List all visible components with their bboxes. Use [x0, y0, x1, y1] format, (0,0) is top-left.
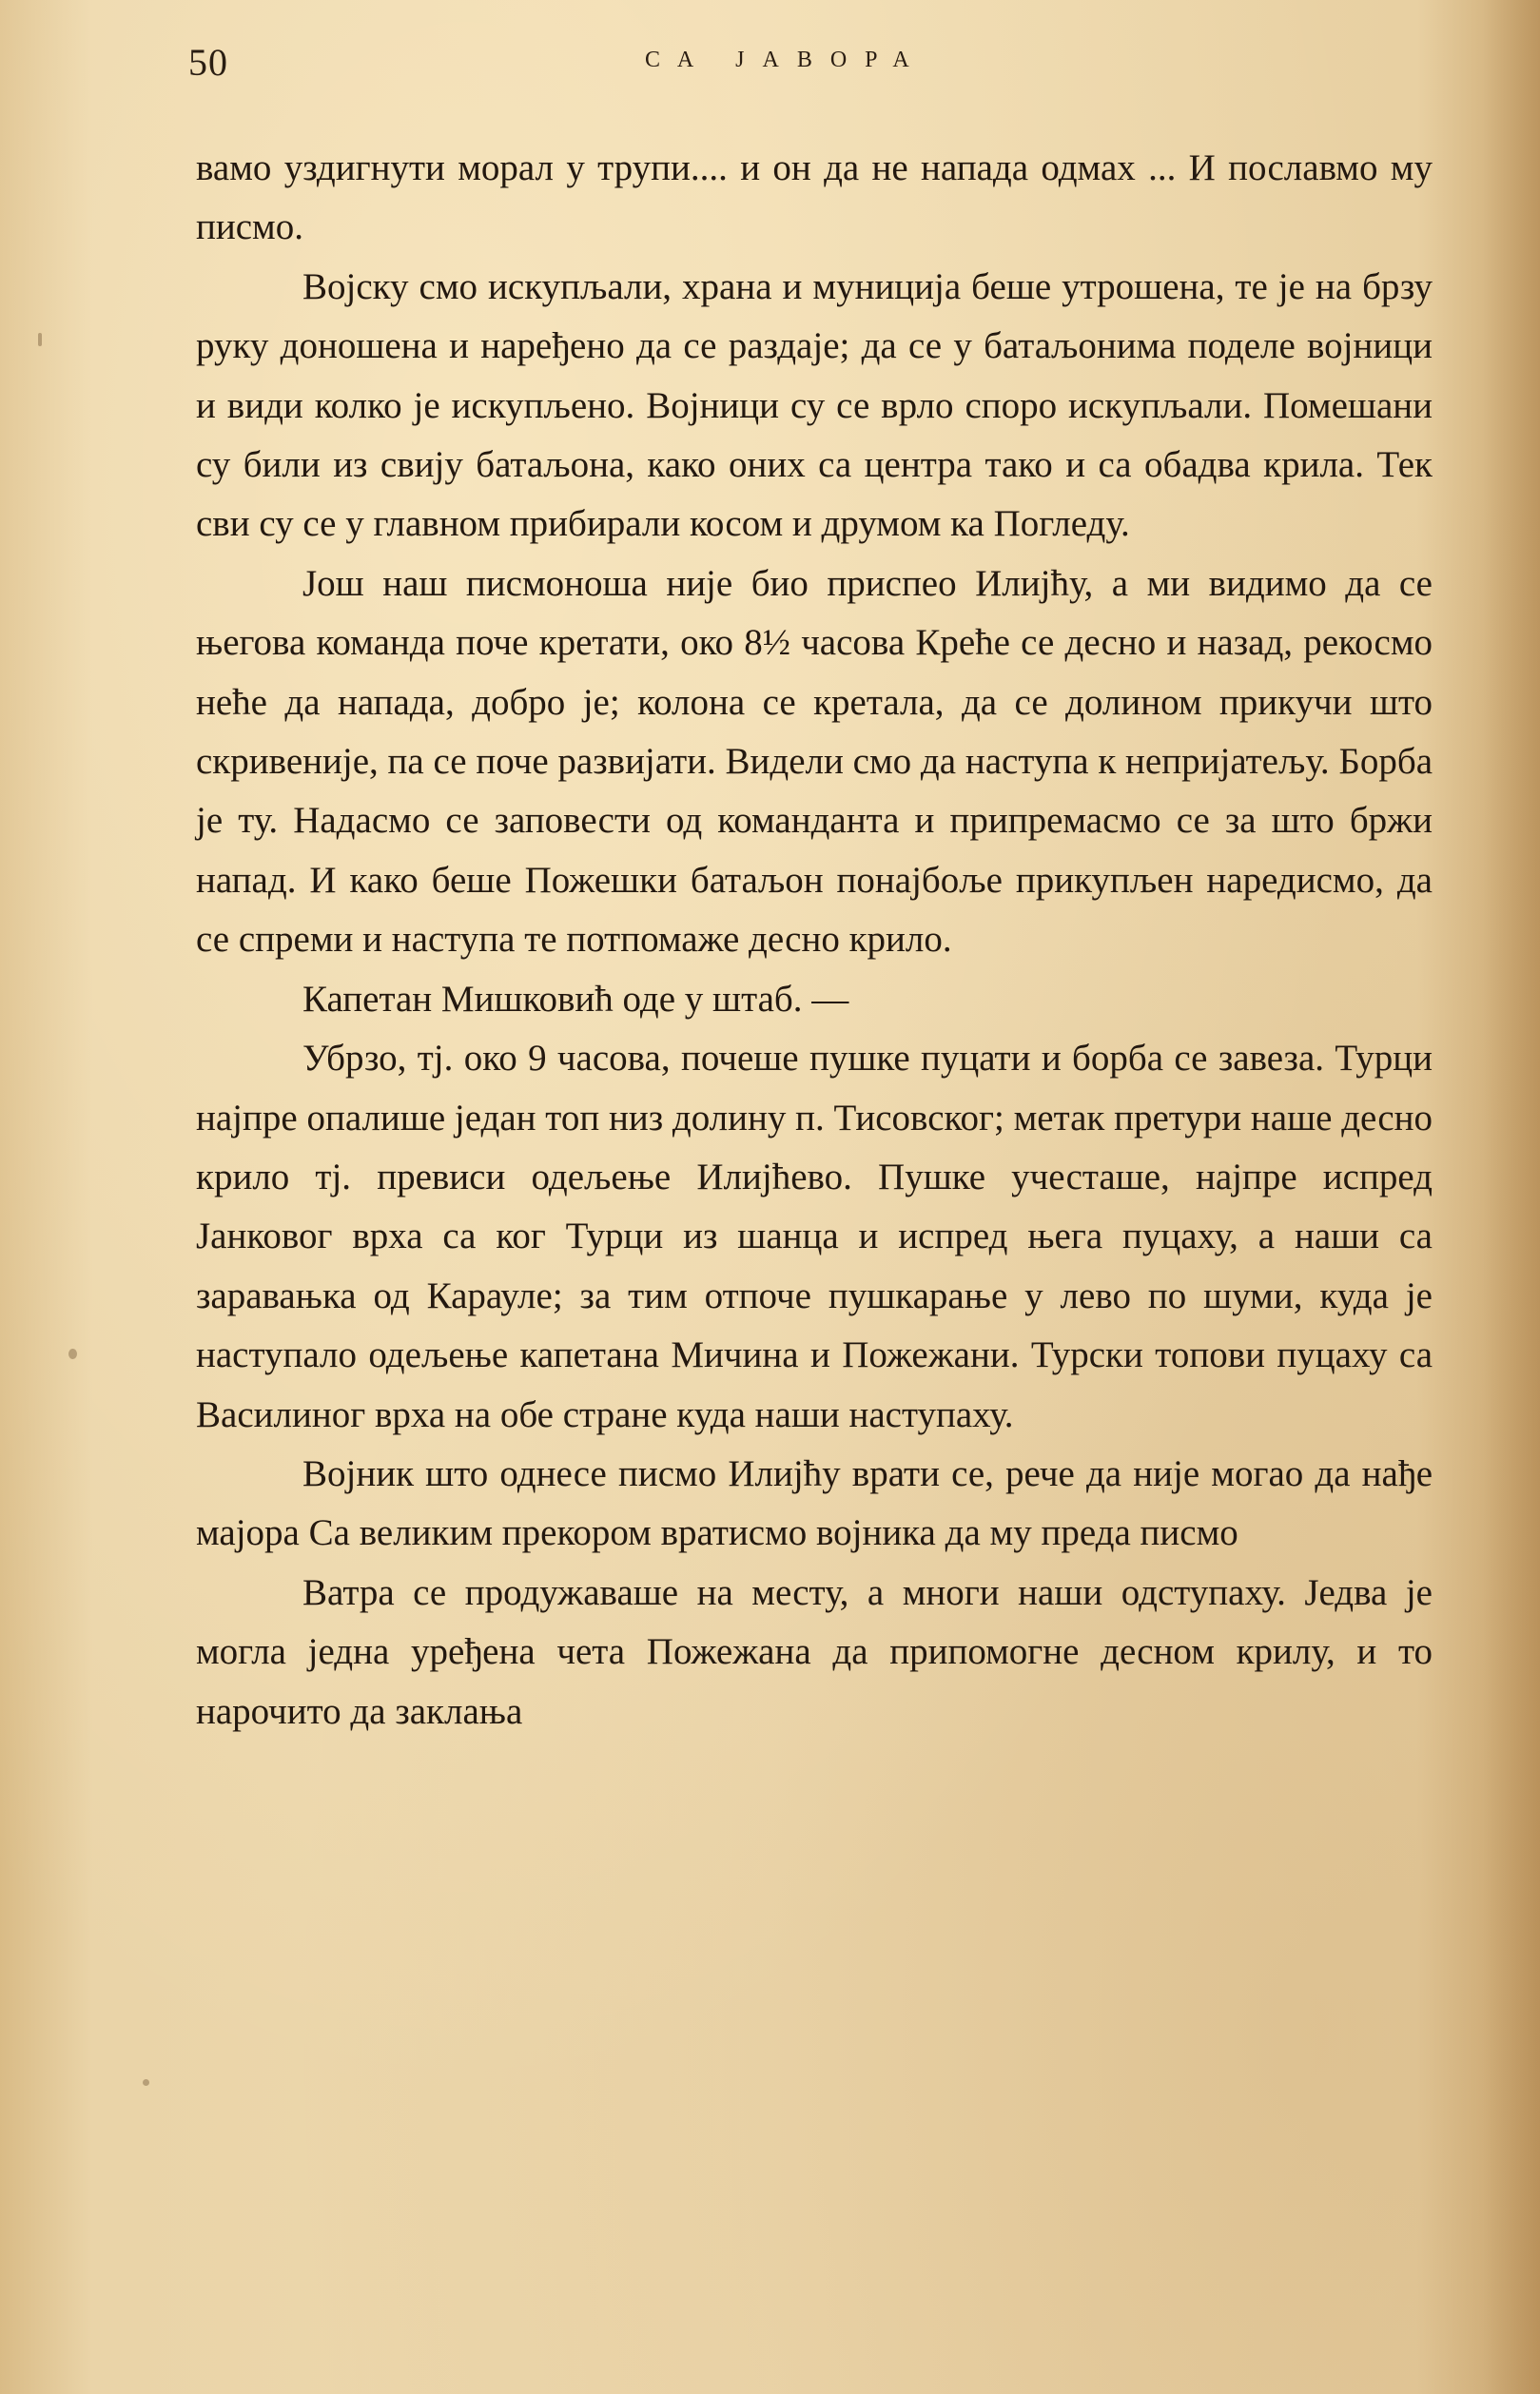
ink-blot — [68, 1349, 77, 1359]
paragraph: Убрзо, тј. око 9 часова, почеше пушке пуцати и борба се завеза. Турци најпре опалише један топ низ долину п. Тисовског; метак претури наше десно крило тј. превиси одељење Илијћево. Пушке учесташе, најпре испред Јанковог врха са ког Турци из шанца и испред њега пуцаху, а наши са заравањка од Карауле; за тим отпоче пушкарање у лево по шуми, куда је наступало одељење капетана Мичина и Пожежани. Турски топови пуцаху са Василиног врха на обе стране куда наши наступаху. — [196, 1038, 1433, 1435]
running-title: СА ЈАВОРА — [645, 48, 927, 72]
paragraph: вамо уздигнути морал у трупи.... и он да не напада одмах ... И пославмо му писмо. — [196, 147, 1433, 248]
page-header — [188, 40, 1349, 97]
paragraph: Војску смо искупљали, храна и муниција беше утрошена, те је на брзу руку доношена и наређено да се раздаје; да се у батаљонима поделе војници и види колко је искупљено. Војници су се врло споро искупљали. Помешани су били из свију батаљона, како оних са центра тако и са обадва крила. Тек сви су се у главном прибирали косом и друмом ка Погледу. — [196, 265, 1433, 545]
paragraph: Капетан Мишковић оде у штаб. — — [302, 978, 849, 1020]
page-edge-shadow — [1483, 0, 1540, 2394]
paragraph: Ватра се продужаваше на месту, а многи наши одступаху. Једва је могла једна уређена чета Пожежана да припомогне десном крилу, и то нарочито да заклања — [196, 1571, 1433, 1732]
page-number: 50 — [188, 41, 228, 84]
ink-blot — [143, 2079, 149, 2086]
paragraph: Још наш писмоноша није био приспео Илијћу, а ми видимо да се његова команда поче кретати, око 8½ часова Креће се десно и назад, рекосмо неће да напада, добро је; колона се кретала, да се долином прикучи што скривеније, па се поче развијати. Видели смо да наступа к непријатељу. Борба је ту. Надасмо се заповести од команданта и припремасмо се за што бржи напад. И како беше Пожешки батаљон понајбоље прикупљен наредисмо, да се спреми и наступа те потпомаже десно крило. — [196, 562, 1433, 961]
body-text — [196, 139, 1433, 1742]
paragraph: Војник што однесе писмо Илијћу врати се, рече да није могао да нађе мајора Са великим прекором вратисмо војника да му преда писмо — [196, 1452, 1433, 1554]
ink-blot — [38, 333, 42, 346]
